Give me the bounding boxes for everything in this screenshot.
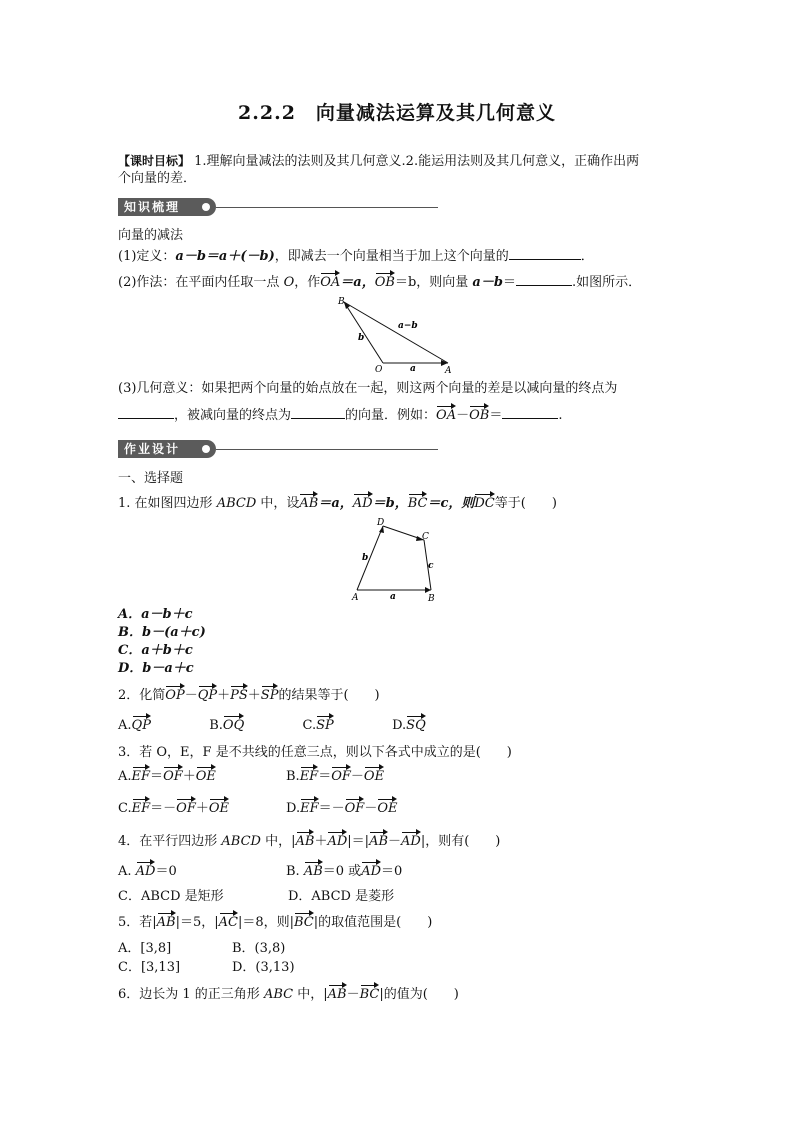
q2-option-d[interactable]: D.SQ — [392, 718, 426, 733]
q5-option-c[interactable]: C．[3,13] — [118, 960, 181, 975]
banner-dot-icon — [202, 445, 210, 453]
label-A: A — [445, 366, 452, 376]
label-a: a — [390, 592, 396, 602]
question-1: 1. 在如图四边形 ABCD 中，设AB＝a，AD＝b，BC＝c，则DC等于( ) — [118, 496, 557, 511]
document-page: 2.2.2 向量减法运算及其几何意义 【课时目标】 1.理解向量减法的法则及其几何意义.2.能运用法则及其几何意义，正确作出两 个向量的差． 知识梳理 向量的减法 (1)定义：a－b＝a＋(－b)，即减去一个向量相当于加上这个向量的 ． (2)作法：在平面内任取一点 O，作OA＝a，OB＝b，则向量 a－b＝ .如图所示． B O A b a a−b (3)几何意义：如果把两个向量的始点放在一起，则这两个向量的差是以减向量的终点为 ，被减向量的终点为 的向量．例如：OA－OB＝ . 作业设计 一、选择题 1. 在如图四边形 ABCD 中，设AB＝a，AD＝b，BC＝c，则DC等于( ) A B C D a b c A．a－b＋c B．b－(a＋c) C．a＋b＋c D．b－a＋c 2．化简OP－QP＋PS＋SP的结果等于( ) A.QP B.OQ C.SP D.SQ 3．若 O，E，F 是不共线的任意三点，则以下各式中成立的是( ) A.EF＝OF＋OE B.EF＝OF－OE C.EF＝－OF＋OE D.EF＝－OF－OE 4．在平行四边形 ABCD 中，|AB＋AD|＝|AB－AD|，则有( ) A. AD＝0 B. AB＝0 或AD＝0 C．ABCD 是矩形 D．ABCD 是菱形 5．若|AB|＝5，|AC|＝8，则|BC|的取值范围是( ) A．[3,8] B．(3,8) C．[3,13] D．(3,13) 6．边长为 1 的正三角形 ABC 中，|AB－BC|的值为( ) — [0, 0, 794, 1123]
answer-blank[interactable] — [509, 247, 581, 260]
answer-blank[interactable] — [516, 273, 572, 286]
question-3: 3．若 O，E，F 是不共线的任意三点，则以下各式中成立的是( ) — [118, 745, 512, 760]
goal-line-2: 个向量的差． — [118, 171, 197, 186]
definition-line: (1)定义：a－b＝a＋(－b)，即减去一个向量相当于加上这个向量的 ． — [118, 249, 594, 264]
q3-option-c[interactable]: C.EF＝－OF＋OE — [118, 801, 230, 816]
label-b: b — [358, 333, 365, 343]
label-a-minus-b: a−b — [398, 321, 418, 331]
label-O: O — [375, 365, 383, 375]
q5-option-a[interactable]: A．[3,8] — [118, 941, 172, 956]
q2-options — [118, 718, 426, 734]
answer-blank[interactable] — [291, 406, 345, 419]
label-C: C — [422, 532, 429, 542]
q4-option-b[interactable]: B. AB＝0 或AD＝0 — [286, 864, 403, 879]
page-title: 2.2.2 向量减法运算及其几何意义 — [238, 102, 556, 124]
section-heading: 一、选择题 — [118, 471, 184, 486]
q3-option-b[interactable]: B.EF＝OF－OE — [286, 769, 385, 784]
question-5: 5．若|AB|＝5，|AC|＝8，则|BC|的取值范围是( ) — [118, 915, 433, 930]
geometry-line-2: ，被减向量的终点为 的向量．例如：OA－OB＝ . — [118, 406, 562, 424]
q4-option-c[interactable]: C．ABCD 是矩形 — [118, 889, 224, 904]
q1-option-c[interactable]: C．a＋b＋c — [118, 643, 193, 658]
q3-option-d[interactable]: D.EF＝－OF－OE — [286, 801, 398, 816]
q5-option-d[interactable]: D．(3,13) — [232, 960, 295, 975]
goal-line-1: 【课时目标】 1.理解向量减法的法则及其几何意义.2.能运用法则及其几何意义，正确作出两 — [118, 154, 640, 169]
answer-blank[interactable] — [118, 406, 174, 419]
label-a: a — [410, 364, 416, 374]
label-D: D — [377, 518, 385, 528]
q2-option-c[interactable]: C.SP — [302, 718, 334, 733]
question-6: 6．边长为 1 的正三角形 ABC 中，|AB－BC|的值为( ) — [118, 987, 459, 1002]
q1-option-d[interactable]: D．b－a＋c — [118, 661, 194, 676]
question-4: 4．在平行四边形 ABCD 中，|AB＋AD|＝|AB－AD|，则有( ) — [118, 834, 501, 849]
knowledge-heading: 向量的减法 — [118, 228, 184, 243]
q1-option-a[interactable]: A．a－b＋c — [118, 607, 193, 622]
label-A: A — [352, 593, 359, 603]
label-c: c — [428, 561, 434, 571]
q3-option-a[interactable]: A.EF＝OF＋OE — [118, 769, 216, 784]
question-2: 2．化简OP－QP＋PS＋SP的结果等于( ) — [118, 688, 380, 703]
quadrilateral-diagram — [346, 514, 446, 606]
construction-line: (2)作法：在平面内任取一点 O，作OA＝a，OB＝b，则向量 a－b＝ .如图所示． — [118, 275, 642, 290]
q2-option-a[interactable]: A.QP — [118, 718, 151, 733]
answer-blank[interactable] — [502, 406, 558, 419]
label-b: b — [362, 553, 369, 563]
label-B: B — [338, 297, 345, 307]
q1-option-b[interactable]: B．b－(a＋c) — [118, 625, 206, 640]
label-B: B — [428, 594, 435, 604]
q4-option-a[interactable]: A. AD＝0 — [118, 864, 177, 879]
geometry-line-1: (3)几何意义：如果把两个向量的始点放在一起，则这两个向量的差是以减向量的终点为 — [118, 381, 618, 396]
triangle-diagram — [330, 292, 462, 378]
q2-option-b[interactable]: B.OQ — [209, 718, 245, 733]
q4-option-d[interactable]: D．ABCD 是菱形 — [288, 889, 395, 904]
goal-label: 【课时目标】 — [118, 154, 191, 168]
banner-dot-icon — [202, 203, 210, 211]
q5-option-b[interactable]: B．(3,8) — [232, 941, 286, 956]
